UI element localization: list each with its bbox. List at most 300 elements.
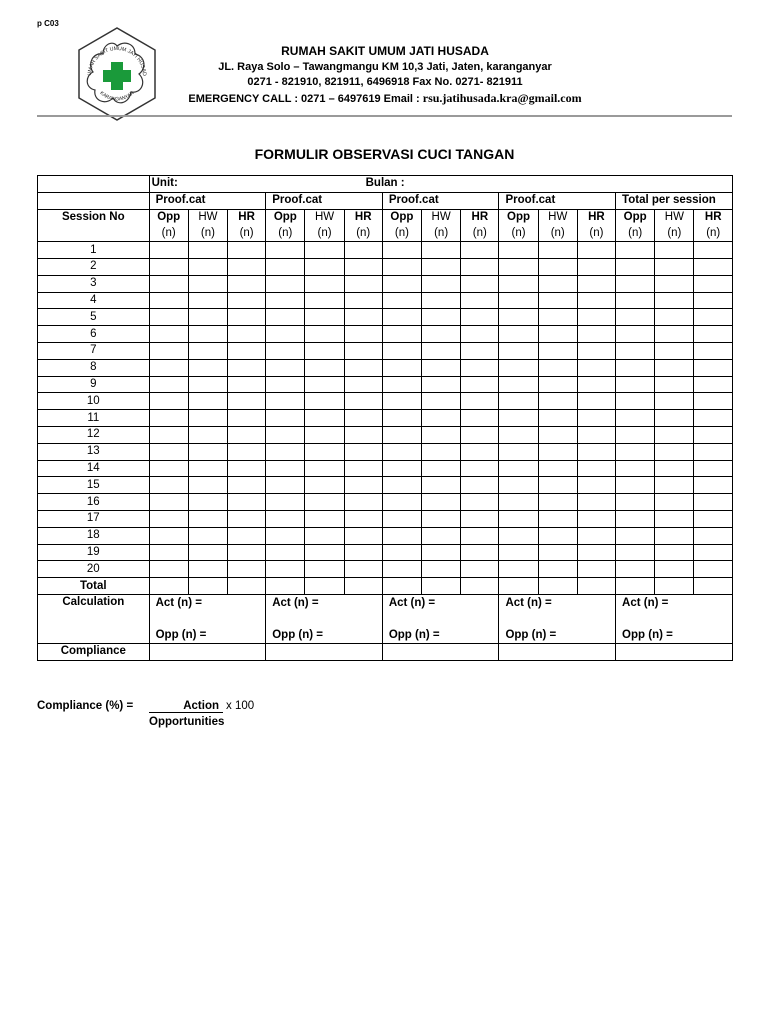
entry-cell[interactable] — [344, 393, 382, 410]
entry-cell[interactable] — [577, 292, 615, 309]
entry-cell[interactable] — [266, 376, 305, 393]
entry-cell[interactable] — [149, 359, 188, 376]
entry-cell[interactable] — [344, 494, 382, 511]
entry-cell[interactable] — [305, 477, 344, 494]
entry-cell[interactable] — [422, 376, 461, 393]
entry-cell[interactable] — [616, 426, 655, 443]
entry-cell[interactable] — [149, 561, 188, 578]
total-cell[interactable] — [461, 578, 499, 595]
compliance-cell[interactable] — [266, 643, 383, 660]
entry-cell[interactable] — [461, 258, 499, 275]
entry-cell[interactable] — [382, 443, 421, 460]
entry-cell[interactable] — [538, 460, 577, 477]
entry-cell[interactable] — [228, 326, 266, 343]
entry-cell[interactable] — [655, 326, 694, 343]
entry-cell[interactable] — [499, 376, 538, 393]
entry-cell[interactable] — [344, 342, 382, 359]
entry-cell[interactable] — [228, 510, 266, 527]
total-cell[interactable] — [149, 578, 188, 595]
entry-cell[interactable] — [149, 510, 188, 527]
entry-cell[interactable] — [616, 410, 655, 427]
entry-cell[interactable] — [577, 376, 615, 393]
entry-cell[interactable] — [305, 292, 344, 309]
entry-cell[interactable] — [305, 242, 344, 259]
entry-cell[interactable] — [655, 460, 694, 477]
entry-cell[interactable] — [305, 309, 344, 326]
entry-cell[interactable] — [655, 376, 694, 393]
entry-cell[interactable] — [382, 527, 421, 544]
entry-cell[interactable] — [266, 242, 305, 259]
entry-cell[interactable] — [655, 510, 694, 527]
entry-cell[interactable] — [344, 292, 382, 309]
entry-cell[interactable] — [538, 292, 577, 309]
entry-cell[interactable] — [538, 426, 577, 443]
entry-cell[interactable] — [694, 477, 733, 494]
entry-cell[interactable] — [344, 561, 382, 578]
entry-cell[interactable] — [694, 494, 733, 511]
entry-cell[interactable] — [188, 275, 227, 292]
entry-cell[interactable] — [499, 494, 538, 511]
entry-cell[interactable] — [538, 410, 577, 427]
entry-cell[interactable] — [694, 443, 733, 460]
calculation-cell[interactable] — [266, 594, 383, 643]
entry-cell[interactable] — [694, 561, 733, 578]
entry-cell[interactable] — [188, 544, 227, 561]
entry-cell[interactable] — [382, 258, 421, 275]
compliance-cell[interactable] — [499, 643, 616, 660]
entry-cell[interactable] — [694, 510, 733, 527]
entry-cell[interactable] — [616, 342, 655, 359]
entry-cell[interactable] — [266, 410, 305, 427]
entry-cell[interactable] — [538, 275, 577, 292]
entry-cell[interactable] — [422, 393, 461, 410]
entry-cell[interactable] — [188, 494, 227, 511]
entry-cell[interactable] — [499, 326, 538, 343]
total-cell[interactable] — [422, 578, 461, 595]
entry-cell[interactable] — [344, 326, 382, 343]
entry-cell[interactable] — [382, 410, 421, 427]
entry-cell[interactable] — [422, 443, 461, 460]
entry-cell[interactable] — [188, 258, 227, 275]
entry-cell[interactable] — [149, 242, 188, 259]
entry-cell[interactable] — [149, 460, 188, 477]
entry-cell[interactable] — [422, 527, 461, 544]
entry-cell[interactable] — [149, 544, 188, 561]
entry-cell[interactable] — [382, 326, 421, 343]
entry-cell[interactable] — [538, 561, 577, 578]
compliance-cell[interactable] — [616, 643, 733, 660]
entry-cell[interactable] — [382, 376, 421, 393]
entry-cell[interactable] — [344, 426, 382, 443]
entry-cell[interactable] — [266, 393, 305, 410]
entry-cell[interactable] — [188, 527, 227, 544]
entry-cell[interactable] — [461, 275, 499, 292]
entry-cell[interactable] — [149, 342, 188, 359]
entry-cell[interactable] — [499, 561, 538, 578]
entry-cell[interactable] — [266, 460, 305, 477]
entry-cell[interactable] — [382, 342, 421, 359]
entry-cell[interactable] — [616, 359, 655, 376]
entry-cell[interactable] — [616, 309, 655, 326]
calculation-cell[interactable] — [499, 594, 616, 643]
entry-cell[interactable] — [499, 527, 538, 544]
entry-cell[interactable] — [499, 292, 538, 309]
entry-cell[interactable] — [188, 443, 227, 460]
entry-cell[interactable] — [266, 292, 305, 309]
entry-cell[interactable] — [382, 510, 421, 527]
entry-cell[interactable] — [499, 342, 538, 359]
entry-cell[interactable] — [577, 258, 615, 275]
entry-cell[interactable] — [655, 258, 694, 275]
entry-cell[interactable] — [616, 510, 655, 527]
entry-cell[interactable] — [538, 544, 577, 561]
entry-cell[interactable] — [694, 242, 733, 259]
entry-cell[interactable] — [305, 326, 344, 343]
total-cell[interactable] — [305, 578, 344, 595]
entry-cell[interactable] — [228, 494, 266, 511]
entry-cell[interactable] — [382, 309, 421, 326]
entry-cell[interactable] — [344, 410, 382, 427]
entry-cell[interactable] — [188, 426, 227, 443]
entry-cell[interactable] — [344, 460, 382, 477]
entry-cell[interactable] — [228, 426, 266, 443]
total-cell[interactable] — [538, 578, 577, 595]
entry-cell[interactable] — [461, 326, 499, 343]
entry-cell[interactable] — [461, 292, 499, 309]
entry-cell[interactable] — [149, 393, 188, 410]
entry-cell[interactable] — [499, 443, 538, 460]
entry-cell[interactable] — [422, 460, 461, 477]
entry-cell[interactable] — [422, 275, 461, 292]
entry-cell[interactable] — [305, 443, 344, 460]
entry-cell[interactable] — [616, 544, 655, 561]
compliance-cell[interactable] — [149, 643, 266, 660]
entry-cell[interactable] — [499, 510, 538, 527]
entry-cell[interactable] — [694, 326, 733, 343]
entry-cell[interactable] — [577, 477, 615, 494]
entry-cell[interactable] — [266, 326, 305, 343]
entry-cell[interactable] — [305, 275, 344, 292]
entry-cell[interactable] — [188, 359, 227, 376]
entry-cell[interactable] — [305, 393, 344, 410]
entry-cell[interactable] — [228, 342, 266, 359]
calculation-cell[interactable] — [149, 594, 266, 643]
entry-cell[interactable] — [228, 292, 266, 309]
entry-cell[interactable] — [461, 460, 499, 477]
entry-cell[interactable] — [344, 544, 382, 561]
entry-cell[interactable] — [577, 326, 615, 343]
entry-cell[interactable] — [499, 393, 538, 410]
entry-cell[interactable] — [538, 510, 577, 527]
entry-cell[interactable] — [694, 292, 733, 309]
entry-cell[interactable] — [538, 342, 577, 359]
entry-cell[interactable] — [266, 494, 305, 511]
entry-cell[interactable] — [616, 477, 655, 494]
entry-cell[interactable] — [499, 359, 538, 376]
entry-cell[interactable] — [188, 561, 227, 578]
total-cell[interactable] — [499, 578, 538, 595]
entry-cell[interactable] — [499, 544, 538, 561]
entry-cell[interactable] — [422, 561, 461, 578]
entry-cell[interactable] — [149, 309, 188, 326]
entry-cell[interactable] — [655, 309, 694, 326]
entry-cell[interactable] — [266, 309, 305, 326]
entry-cell[interactable] — [305, 561, 344, 578]
entry-cell[interactable] — [461, 359, 499, 376]
entry-cell[interactable] — [344, 376, 382, 393]
entry-cell[interactable] — [422, 242, 461, 259]
entry-cell[interactable] — [305, 510, 344, 527]
entry-cell[interactable] — [461, 242, 499, 259]
entry-cell[interactable] — [266, 359, 305, 376]
entry-cell[interactable] — [655, 443, 694, 460]
entry-cell[interactable] — [228, 443, 266, 460]
entry-cell[interactable] — [344, 359, 382, 376]
entry-cell[interactable] — [616, 561, 655, 578]
entry-cell[interactable] — [577, 275, 615, 292]
entry-cell[interactable] — [461, 443, 499, 460]
entry-cell[interactable] — [422, 342, 461, 359]
entry-cell[interactable] — [655, 242, 694, 259]
entry-cell[interactable] — [344, 309, 382, 326]
entry-cell[interactable] — [344, 242, 382, 259]
entry-cell[interactable] — [461, 342, 499, 359]
entry-cell[interactable] — [149, 477, 188, 494]
entry-cell[interactable] — [577, 426, 615, 443]
entry-cell[interactable] — [616, 275, 655, 292]
entry-cell[interactable] — [266, 544, 305, 561]
entry-cell[interactable] — [188, 326, 227, 343]
entry-cell[interactable] — [228, 410, 266, 427]
entry-cell[interactable] — [461, 376, 499, 393]
entry-cell[interactable] — [344, 443, 382, 460]
entry-cell[interactable] — [305, 258, 344, 275]
entry-cell[interactable] — [538, 443, 577, 460]
entry-cell[interactable] — [266, 342, 305, 359]
entry-cell[interactable] — [422, 477, 461, 494]
entry-cell[interactable] — [538, 309, 577, 326]
entry-cell[interactable] — [655, 561, 694, 578]
entry-cell[interactable] — [538, 494, 577, 511]
entry-cell[interactable] — [266, 426, 305, 443]
entry-cell[interactable] — [382, 561, 421, 578]
total-cell[interactable] — [577, 578, 615, 595]
entry-cell[interactable] — [344, 275, 382, 292]
entry-cell[interactable] — [461, 309, 499, 326]
entry-cell[interactable] — [616, 292, 655, 309]
entry-cell[interactable] — [577, 494, 615, 511]
entry-cell[interactable] — [577, 460, 615, 477]
entry-cell[interactable] — [305, 494, 344, 511]
total-cell[interactable] — [382, 578, 421, 595]
entry-cell[interactable] — [422, 292, 461, 309]
entry-cell[interactable] — [655, 359, 694, 376]
entry-cell[interactable] — [305, 376, 344, 393]
entry-cell[interactable] — [655, 292, 694, 309]
entry-cell[interactable] — [422, 510, 461, 527]
entry-cell[interactable] — [305, 359, 344, 376]
entry-cell[interactable] — [228, 393, 266, 410]
entry-cell[interactable] — [694, 258, 733, 275]
entry-cell[interactable] — [422, 258, 461, 275]
entry-cell[interactable] — [344, 527, 382, 544]
entry-cell[interactable] — [616, 376, 655, 393]
entry-cell[interactable] — [577, 342, 615, 359]
calculation-cell[interactable] — [382, 594, 499, 643]
entry-cell[interactable] — [422, 326, 461, 343]
entry-cell[interactable] — [344, 510, 382, 527]
entry-cell[interactable] — [538, 326, 577, 343]
entry-cell[interactable] — [694, 275, 733, 292]
entry-cell[interactable] — [188, 477, 227, 494]
entry-cell[interactable] — [228, 544, 266, 561]
entry-cell[interactable] — [655, 494, 694, 511]
entry-cell[interactable] — [422, 359, 461, 376]
entry-cell[interactable] — [188, 342, 227, 359]
entry-cell[interactable] — [382, 494, 421, 511]
entry-cell[interactable] — [461, 426, 499, 443]
entry-cell[interactable] — [694, 359, 733, 376]
entry-cell[interactable] — [382, 275, 421, 292]
total-cell[interactable] — [616, 578, 655, 595]
entry-cell[interactable] — [228, 477, 266, 494]
entry-cell[interactable] — [538, 527, 577, 544]
entry-cell[interactable] — [228, 275, 266, 292]
entry-cell[interactable] — [305, 544, 344, 561]
entry-cell[interactable] — [228, 561, 266, 578]
entry-cell[interactable] — [461, 527, 499, 544]
entry-cell[interactable] — [382, 426, 421, 443]
entry-cell[interactable] — [616, 527, 655, 544]
entry-cell[interactable] — [149, 376, 188, 393]
entry-cell[interactable] — [344, 477, 382, 494]
entry-cell[interactable] — [694, 426, 733, 443]
entry-cell[interactable] — [538, 393, 577, 410]
entry-cell[interactable] — [499, 258, 538, 275]
entry-cell[interactable] — [228, 460, 266, 477]
entry-cell[interactable] — [655, 544, 694, 561]
entry-cell[interactable] — [655, 527, 694, 544]
entry-cell[interactable] — [461, 510, 499, 527]
entry-cell[interactable] — [188, 393, 227, 410]
entry-cell[interactable] — [538, 477, 577, 494]
entry-cell[interactable] — [577, 443, 615, 460]
entry-cell[interactable] — [655, 426, 694, 443]
entry-cell[interactable] — [694, 544, 733, 561]
entry-cell[interactable] — [655, 275, 694, 292]
entry-cell[interactable] — [188, 510, 227, 527]
total-cell[interactable] — [228, 578, 266, 595]
entry-cell[interactable] — [305, 527, 344, 544]
entry-cell[interactable] — [266, 258, 305, 275]
entry-cell[interactable] — [188, 460, 227, 477]
total-cell[interactable] — [344, 578, 382, 595]
entry-cell[interactable] — [577, 242, 615, 259]
entry-cell[interactable] — [188, 242, 227, 259]
entry-cell[interactable] — [577, 309, 615, 326]
entry-cell[interactable] — [461, 410, 499, 427]
entry-cell[interactable] — [228, 527, 266, 544]
entry-cell[interactable] — [655, 410, 694, 427]
entry-cell[interactable] — [305, 460, 344, 477]
entry-cell[interactable] — [694, 527, 733, 544]
entry-cell[interactable] — [266, 510, 305, 527]
entry-cell[interactable] — [461, 477, 499, 494]
entry-cell[interactable] — [616, 326, 655, 343]
entry-cell[interactable] — [305, 426, 344, 443]
compliance-cell[interactable] — [382, 643, 499, 660]
entry-cell[interactable] — [616, 393, 655, 410]
entry-cell[interactable] — [538, 242, 577, 259]
entry-cell[interactable] — [577, 544, 615, 561]
entry-cell[interactable] — [305, 410, 344, 427]
entry-cell[interactable] — [655, 477, 694, 494]
entry-cell[interactable] — [266, 275, 305, 292]
entry-cell[interactable] — [344, 258, 382, 275]
entry-cell[interactable] — [616, 494, 655, 511]
entry-cell[interactable] — [461, 393, 499, 410]
entry-cell[interactable] — [694, 342, 733, 359]
entry-cell[interactable] — [499, 410, 538, 427]
entry-cell[interactable] — [499, 242, 538, 259]
entry-cell[interactable] — [655, 393, 694, 410]
entry-cell[interactable] — [694, 460, 733, 477]
entry-cell[interactable] — [616, 258, 655, 275]
entry-cell[interactable] — [577, 393, 615, 410]
entry-cell[interactable] — [382, 477, 421, 494]
entry-cell[interactable] — [228, 309, 266, 326]
entry-cell[interactable] — [499, 309, 538, 326]
entry-cell[interactable] — [228, 359, 266, 376]
entry-cell[interactable] — [228, 376, 266, 393]
entry-cell[interactable] — [538, 376, 577, 393]
entry-cell[interactable] — [499, 477, 538, 494]
entry-cell[interactable] — [149, 410, 188, 427]
entry-cell[interactable] — [616, 443, 655, 460]
entry-cell[interactable] — [188, 292, 227, 309]
entry-cell[interactable] — [149, 443, 188, 460]
entry-cell[interactable] — [461, 561, 499, 578]
entry-cell[interactable] — [266, 527, 305, 544]
entry-cell[interactable] — [422, 494, 461, 511]
entry-cell[interactable] — [694, 410, 733, 427]
entry-cell[interactable] — [422, 426, 461, 443]
entry-cell[interactable] — [655, 342, 694, 359]
entry-cell[interactable] — [577, 410, 615, 427]
entry-cell[interactable] — [149, 326, 188, 343]
entry-cell[interactable] — [266, 477, 305, 494]
entry-cell[interactable] — [577, 561, 615, 578]
entry-cell[interactable] — [616, 460, 655, 477]
entry-cell[interactable] — [149, 275, 188, 292]
entry-cell[interactable] — [266, 443, 305, 460]
entry-cell[interactable] — [461, 544, 499, 561]
entry-cell[interactable] — [577, 359, 615, 376]
entry-cell[interactable] — [149, 258, 188, 275]
entry-cell[interactable] — [694, 376, 733, 393]
entry-cell[interactable] — [228, 258, 266, 275]
entry-cell[interactable] — [694, 309, 733, 326]
entry-cell[interactable] — [577, 527, 615, 544]
entry-cell[interactable] — [422, 410, 461, 427]
entry-cell[interactable] — [228, 242, 266, 259]
entry-cell[interactable] — [382, 393, 421, 410]
entry-cell[interactable] — [422, 544, 461, 561]
entry-cell[interactable] — [538, 359, 577, 376]
entry-cell[interactable] — [499, 460, 538, 477]
entry-cell[interactable] — [616, 242, 655, 259]
entry-cell[interactable] — [538, 258, 577, 275]
